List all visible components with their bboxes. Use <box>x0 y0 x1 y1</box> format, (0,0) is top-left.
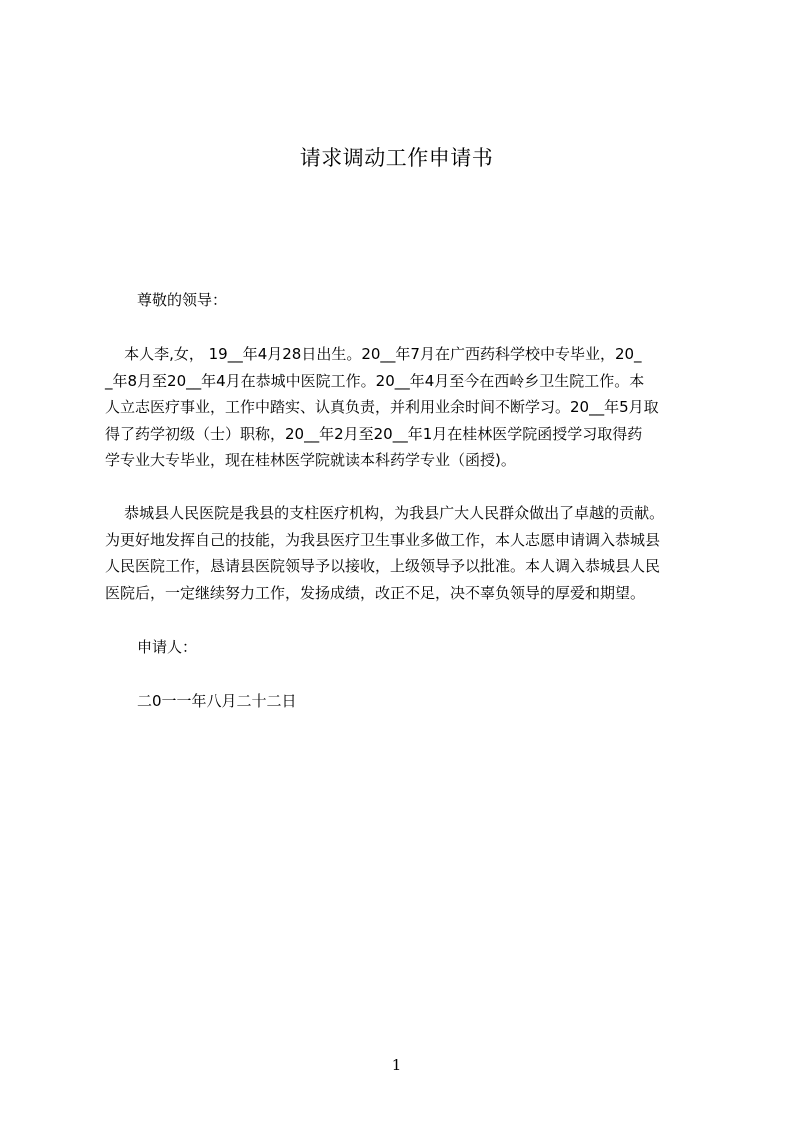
paragraph-personal-background <box>105 341 725 474</box>
paragraph-transfer-request <box>105 500 725 606</box>
paragraph-line: 医院后，一定继续努力工作，发扬成绩，改正不足，决不辜负领导的厚爱和期望。 <box>105 583 646 602</box>
paragraph-line: 恭城县人民医院是我县的支柱医疗机构，为我县广大人民群众做出了卓越的贡献。 <box>105 504 665 522</box>
document-title: 请求调动工作申请书 <box>299 146 494 170</box>
paragraph-line: 为更好地发挥自己的技能，为我县医疗卫生事业多做工作，本人志愿申请调入恭城县 <box>105 530 661 549</box>
paragraph-line: 得了药学初级（士）职称，20__年2月至20__年1月在桂林医学院函授学习取得药 <box>105 424 643 443</box>
salutation: 尊敬的领导： <box>137 291 228 309</box>
paragraph-line: 学专业大专毕业，现在桂林医学院就读本科药学专业（函授)。 <box>105 451 516 469</box>
paragraph-line: 人立志医疗事业，工作中踏实、认真负责，并利用业余时间不断学习。20__年5月取 <box>105 398 659 416</box>
signer-label: 申请人： <box>137 638 198 656</box>
document-date: 二0一一年八月二十二日 <box>137 692 297 710</box>
paragraph-line: _年8月至20__年4月在恭城中医院工作。20__年4月至今在西岭乡卫生院工作。本 <box>105 371 645 390</box>
paragraph-line: 本人李,女， 19__年4月28日出生。20__年7月在广西药科学校中专毕业，20_ <box>105 345 642 363</box>
page-number: 1 <box>391 1056 402 1074</box>
paragraph-line: 人民医院工作，恳请县医院领导予以接收，上级领导予以批准。本人调入恭城县人民 <box>105 557 661 575</box>
